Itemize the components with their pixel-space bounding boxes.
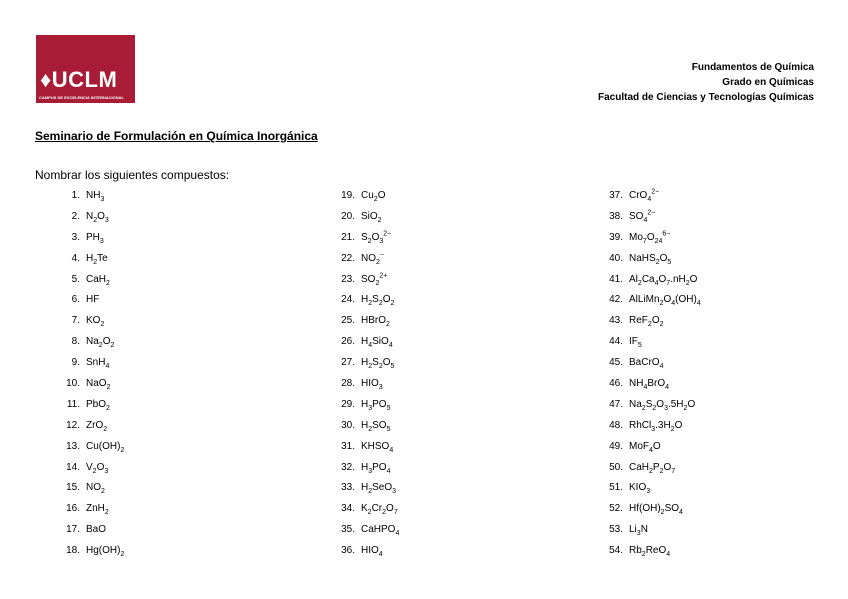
formula: $Mo_7O_{24}^{6-}$ [629,230,671,245]
formula: ZrO$_2$ [86,419,108,433]
compound-item [52,251,124,272]
item-number: 2. [71,210,80,222]
item-number: 30. [341,419,355,431]
formula: SiO$_2$ [361,210,382,224]
formula: $H_2Te$ [86,252,108,266]
formula: $Hf(OH)_2SO_4$ [629,503,683,517]
logo-wordmark: ♦UCLM [40,67,118,92]
compound-item [321,480,399,501]
compound-item [52,313,124,334]
item-number: 8. [71,336,80,348]
compound-item [52,480,124,501]
formula: $H_2SeO_3$ [361,482,397,496]
item-number: 23. [341,273,355,285]
formula: $SO_4^{2-}$ [629,209,656,224]
compound-item [589,355,701,376]
formula: $H_2S_2O_5$ [361,357,395,371]
item-number: 7. [71,315,80,327]
compound-item [52,376,124,397]
formula: $H_3PO_4$ [361,461,391,475]
item-number: 21. [341,231,355,243]
formula: $N_2O_3$ [86,210,109,224]
item-number: 49. [609,440,623,452]
item-number: 28. [341,378,355,390]
compound-item [52,209,124,230]
item-number: 52. [609,503,623,515]
item-number: 40. [609,252,623,264]
item-number: 22. [341,252,355,264]
compound-item [589,334,701,355]
formula: $Na_2S_2O_3.5H_2O$ [629,398,696,412]
item-number: 11. [66,398,80,410]
item-number: 51. [609,482,623,494]
item-number: 20. [341,210,355,222]
item-number: 19. [341,190,355,201]
compound-item [589,439,701,460]
compound-item [321,543,399,564]
formula: $SO_2^{2+}$ [361,272,388,287]
formula: MoF$_4$O [629,440,661,454]
item-number: 38. [609,210,623,222]
formula: CaHPO$_4$ [361,524,400,538]
compound-item [589,543,701,564]
course-name: Fundamentos de Química [691,62,814,73]
logo-tagline: CAMPUS DE EXCELENCIA INTERNACIONAL [39,95,124,100]
formula: CrO$_4^{2-}$ [629,188,660,203]
compound-item [52,439,124,460]
compound-list-3 [589,188,701,564]
formula: $H_2S_2O_2$ [361,294,395,308]
compound-item [321,522,399,543]
item-number: 33. [341,482,355,494]
formula: $PH_3$ [86,231,104,245]
item-number: 18. [66,545,80,557]
compound-item [589,272,701,293]
formula: HF [86,294,100,306]
page-title: Seminario de Formulación en Química Inorgánica [35,129,318,143]
compound-item [589,460,701,481]
formula: HBrO$_2$ [361,315,390,329]
item-number: 32. [341,461,355,473]
item-number: 24. [341,294,355,306]
formula: $Cu(OH)_2$ [86,440,125,454]
compound-item [589,480,701,501]
compound-item [321,376,399,397]
formula: $NH_4BrO_4$ [629,378,670,392]
item-number: 25. [341,315,355,327]
compound-item [321,397,399,418]
item-number: 53. [609,524,623,536]
compound-item [52,418,124,439]
compound-item [52,355,124,376]
compound-item [321,418,399,439]
item-number: 45. [609,357,623,369]
compound-item [321,292,399,313]
item-number: 37. [609,190,623,201]
formula: $Li_3N$ [629,524,648,538]
formula: ZnH$_2$ [86,503,109,517]
formula: NaO$_2$ [86,378,111,392]
compound-item [589,251,701,272]
formula: $HIO_4$ [361,545,383,559]
formula: $H_3PO_5$ [361,398,391,412]
formula: SnH$_4$ [86,357,110,371]
formula: $KO_2$ [86,315,105,329]
compound-item [589,418,701,439]
item-number: 9. [71,357,80,369]
item-number: 34. [341,503,355,515]
item-number: 26. [341,336,355,348]
compound-item [589,397,701,418]
item-number: 5. [71,273,80,285]
compound-item [321,439,399,460]
formula: $ReF_2O_2$ [629,315,664,329]
item-number: 27. [341,357,355,369]
item-number: 3. [71,231,80,243]
item-number: 10. [66,378,80,390]
item-number: 35. [341,524,355,536]
compound-item [589,376,701,397]
compound-item [52,397,124,418]
item-number: 15. [66,482,80,494]
compound-item [589,230,701,251]
compound-item [321,188,399,209]
formula: $AlLiMn_2O_4(OH)_4$ [629,294,701,308]
compound-item [589,292,701,313]
formula: $NO_2$ [86,482,105,496]
compound-item [321,251,399,272]
compound-list-1 [52,188,124,564]
item-number: 41. [609,273,623,285]
formula: $H_4SiO_4$ [361,336,393,350]
compound-item [52,272,124,293]
compound-item [321,313,399,334]
item-number: 17. [66,524,80,536]
formula: $IF_5$ [629,336,642,350]
formula: $Rb_2ReO_4$ [629,545,671,559]
item-number: 16. [66,503,80,515]
formula: $CaH_2P_2O_7$ [629,461,676,475]
item-number: 14. [66,461,80,473]
item-number: 39. [609,231,623,243]
compound-item [52,334,124,355]
faculty-name: Facultad de Ciencias y Tecnologías Químicas [598,92,814,103]
formula: BaO [86,524,107,536]
compound-item [589,313,701,334]
item-number: 43. [609,315,623,327]
item-number: 50. [609,461,623,473]
item-number: 36. [341,545,355,557]
item-number: 29. [341,398,355,410]
compound-item [589,522,701,543]
formula: BaCrO$_4$ [629,357,664,371]
formula: $NaHS_2O_5$ [629,252,672,266]
item-number: 46. [609,378,623,390]
formula: $Al_2Ca_4O_7.nH_2O$ [629,273,698,287]
compound-item [52,460,124,481]
formula: $V_2O_3$ [86,461,109,475]
compound-item [52,292,124,313]
item-number: 48. [609,419,623,431]
formula: $S_2O_3^{2-}$ [361,230,392,245]
formula: $KHSO_4$ [361,440,394,454]
compound-item [589,501,701,522]
formula: $Na_2O_2$ [86,336,115,350]
compound-item [321,230,399,251]
compound-item [589,209,701,230]
formula: $NH_3$ [86,190,105,203]
compound-item [321,272,399,293]
compound-list-2 [321,188,399,564]
compound-item [321,460,399,481]
item-number: 47. [609,398,623,410]
compound-item [589,188,701,209]
degree-name: Grado en Químicas [722,77,814,88]
course-header [598,60,814,105]
formula: $KIO_3$ [629,482,651,496]
item-number: 44. [609,336,623,348]
compound-item [321,501,399,522]
formula: $NO_2^-$ [361,251,384,266]
compound-item [52,501,124,522]
uclm-logo [36,35,135,103]
formula: $Hg(OH)_2$ [86,545,125,559]
instructions: Nombrar los siguientes compuestos: [35,168,230,182]
item-number: 54. [609,545,623,557]
formula: $K_2Cr_2O_7$ [361,503,398,517]
formula: CaH$_2$ [86,273,110,287]
item-number: 42. [609,294,623,306]
compound-item [52,188,124,209]
formula: PbO$_2$ [86,398,110,412]
compound-item [52,230,124,251]
formula: $RhCl_3.3H_2O$ [629,419,683,433]
item-number: 4. [71,252,80,264]
item-number: 31. [341,440,355,452]
compound-item [52,543,124,564]
compound-item [321,334,399,355]
item-number: 13. [66,440,80,452]
formula: $Cu_2O$ [361,190,386,203]
formula: $H_2SO_5$ [361,419,391,433]
compound-item [321,209,399,230]
formula: $HIO_3$ [361,378,383,392]
item-number: 12. [66,419,80,431]
item-number: 1. [71,190,80,201]
compound-item [321,355,399,376]
item-number: 6. [71,294,80,306]
compound-item [52,522,124,543]
